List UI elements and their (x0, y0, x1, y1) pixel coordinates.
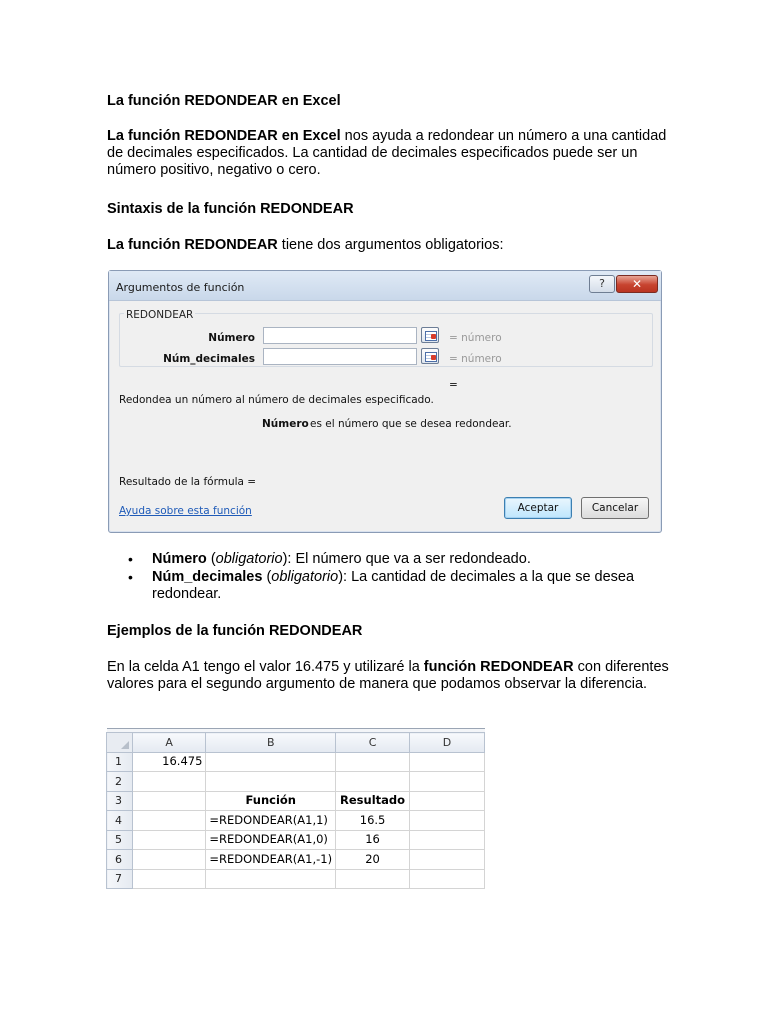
bullet-open: ( (206, 551, 216, 567)
intro-text: nos ayuda a redondear un número a una cantidad de decimales especificados. La cantidad de decimales especificados puede ser un número positivo, negativo o cero. (107, 128, 667, 178)
bullet-open: ( (262, 569, 272, 585)
group-label: REDONDEAR (124, 307, 195, 324)
cell[interactable] (410, 811, 485, 831)
function-arguments-dialog (108, 270, 662, 533)
table-row (107, 752, 485, 772)
function-result-eq: = (449, 379, 458, 391)
list-item (128, 569, 668, 603)
cell[interactable]: 16 (336, 830, 410, 850)
cell[interactable] (206, 772, 336, 792)
cell[interactable]: 16.5 (336, 811, 410, 831)
cell[interactable] (132, 772, 206, 792)
list-item (128, 551, 668, 568)
cell[interactable] (132, 869, 206, 889)
column-header[interactable]: C (336, 733, 410, 753)
dialog-title: Argumentos de función (116, 281, 245, 294)
args-intro-text: tiene dos argumentos obligatorios: (277, 237, 504, 253)
table-row (107, 850, 485, 870)
examples-text-pre: En la celda A1 tengo el valor 16.475 y utilizaré la (107, 659, 424, 675)
cell[interactable] (132, 811, 206, 831)
syntax-heading: Sintaxis de la función REDONDEAR (107, 201, 354, 217)
accept-button[interactable]: Aceptar (504, 497, 572, 519)
examples-text-post: con diferentes valores para el segundo argumento de manera que podamos observar la diferencia. (107, 659, 669, 692)
row-header[interactable]: 2 (107, 772, 133, 792)
numero-input[interactable] (263, 327, 417, 344)
cell[interactable]: Función (206, 791, 336, 811)
page-title: La función REDONDEAR en Excel (107, 93, 341, 109)
column-header[interactable]: A (132, 733, 206, 753)
cell[interactable] (410, 850, 485, 870)
bullet-text: ): El número que va a ser redondeado. (282, 551, 531, 567)
row-header[interactable]: 7 (107, 869, 133, 889)
arg1-label: Número (208, 332, 255, 344)
dialog-titlebar (109, 271, 661, 301)
args-intro-bold: La función REDONDEAR (107, 237, 278, 253)
table-row (107, 772, 485, 792)
cell[interactable]: Resultado (336, 791, 410, 811)
bullet-italic: obligatorio (271, 569, 339, 585)
cell[interactable] (410, 869, 485, 889)
cell[interactable] (132, 791, 206, 811)
argument-list (128, 551, 668, 604)
arg1-result: = número (449, 332, 502, 344)
arg2-label: Núm_decimales (163, 353, 255, 365)
help-button[interactable]: ? (589, 275, 615, 293)
num-decimales-input[interactable] (263, 348, 417, 365)
table-row (107, 830, 485, 850)
args-intro-paragraph (107, 237, 667, 254)
cell[interactable] (410, 772, 485, 792)
bullet-text: ): La cantidad de decimales a la que se desea redondear. (152, 569, 635, 602)
function-description: Redondea un número al número de decimales especificado. (119, 394, 434, 406)
bullet-term: Núm_decimales (152, 569, 263, 585)
range-picker-icon[interactable] (421, 327, 439, 343)
select-all-corner[interactable] (107, 733, 133, 753)
row-header[interactable]: 5 (107, 830, 133, 850)
row-header[interactable]: 6 (107, 850, 133, 870)
bullet-italic: obligatorio (215, 551, 283, 567)
intro-bold: La función REDONDEAR en Excel (107, 128, 341, 144)
examples-paragraph (107, 659, 682, 693)
cell[interactable] (132, 850, 206, 870)
cell[interactable]: 16.475 (132, 752, 206, 772)
column-header-row (107, 733, 485, 753)
table-row (107, 791, 485, 811)
row-header[interactable]: 4 (107, 811, 133, 831)
close-button[interactable]: ✕ (616, 275, 658, 293)
cell[interactable] (206, 869, 336, 889)
help-link[interactable]: Ayuda sobre esta función (119, 505, 252, 517)
cell[interactable] (336, 752, 410, 772)
arg-help-text: es el número que se desea redondear. (310, 418, 512, 430)
examples-bold: función REDONDEAR (423, 659, 574, 675)
column-header[interactable]: D (410, 733, 485, 753)
cancel-button[interactable]: Cancelar (581, 497, 649, 519)
arg2-result: = número (449, 353, 502, 365)
examples-heading: Ejemplos de la función REDONDEAR (107, 623, 363, 639)
cell[interactable]: 20 (336, 850, 410, 870)
cell[interactable] (206, 752, 336, 772)
bullet-term: Número (152, 551, 207, 567)
cell[interactable] (410, 752, 485, 772)
range-picker-icon[interactable] (421, 348, 439, 364)
row-header[interactable]: 3 (107, 791, 133, 811)
cell[interactable] (410, 791, 485, 811)
spreadsheet (106, 728, 485, 891)
column-header[interactable]: B (206, 733, 336, 753)
cell[interactable] (336, 772, 410, 792)
row-header[interactable]: 1 (107, 752, 133, 772)
cell[interactable] (410, 830, 485, 850)
spreadsheet-grid (106, 728, 485, 889)
formula-result-label: Resultado de la fórmula = (119, 476, 257, 488)
cell[interactable]: =REDONDEAR(A1,0) (206, 830, 336, 850)
table-row (107, 811, 485, 831)
cell[interactable] (336, 869, 410, 889)
cell[interactable]: =REDONDEAR(A1,1) (206, 811, 336, 831)
intro-paragraph (107, 128, 667, 179)
table-row (107, 869, 485, 889)
cell[interactable] (132, 830, 206, 850)
arg-help-name: Número (262, 418, 309, 430)
cell[interactable]: =REDONDEAR(A1,-1) (206, 850, 336, 870)
